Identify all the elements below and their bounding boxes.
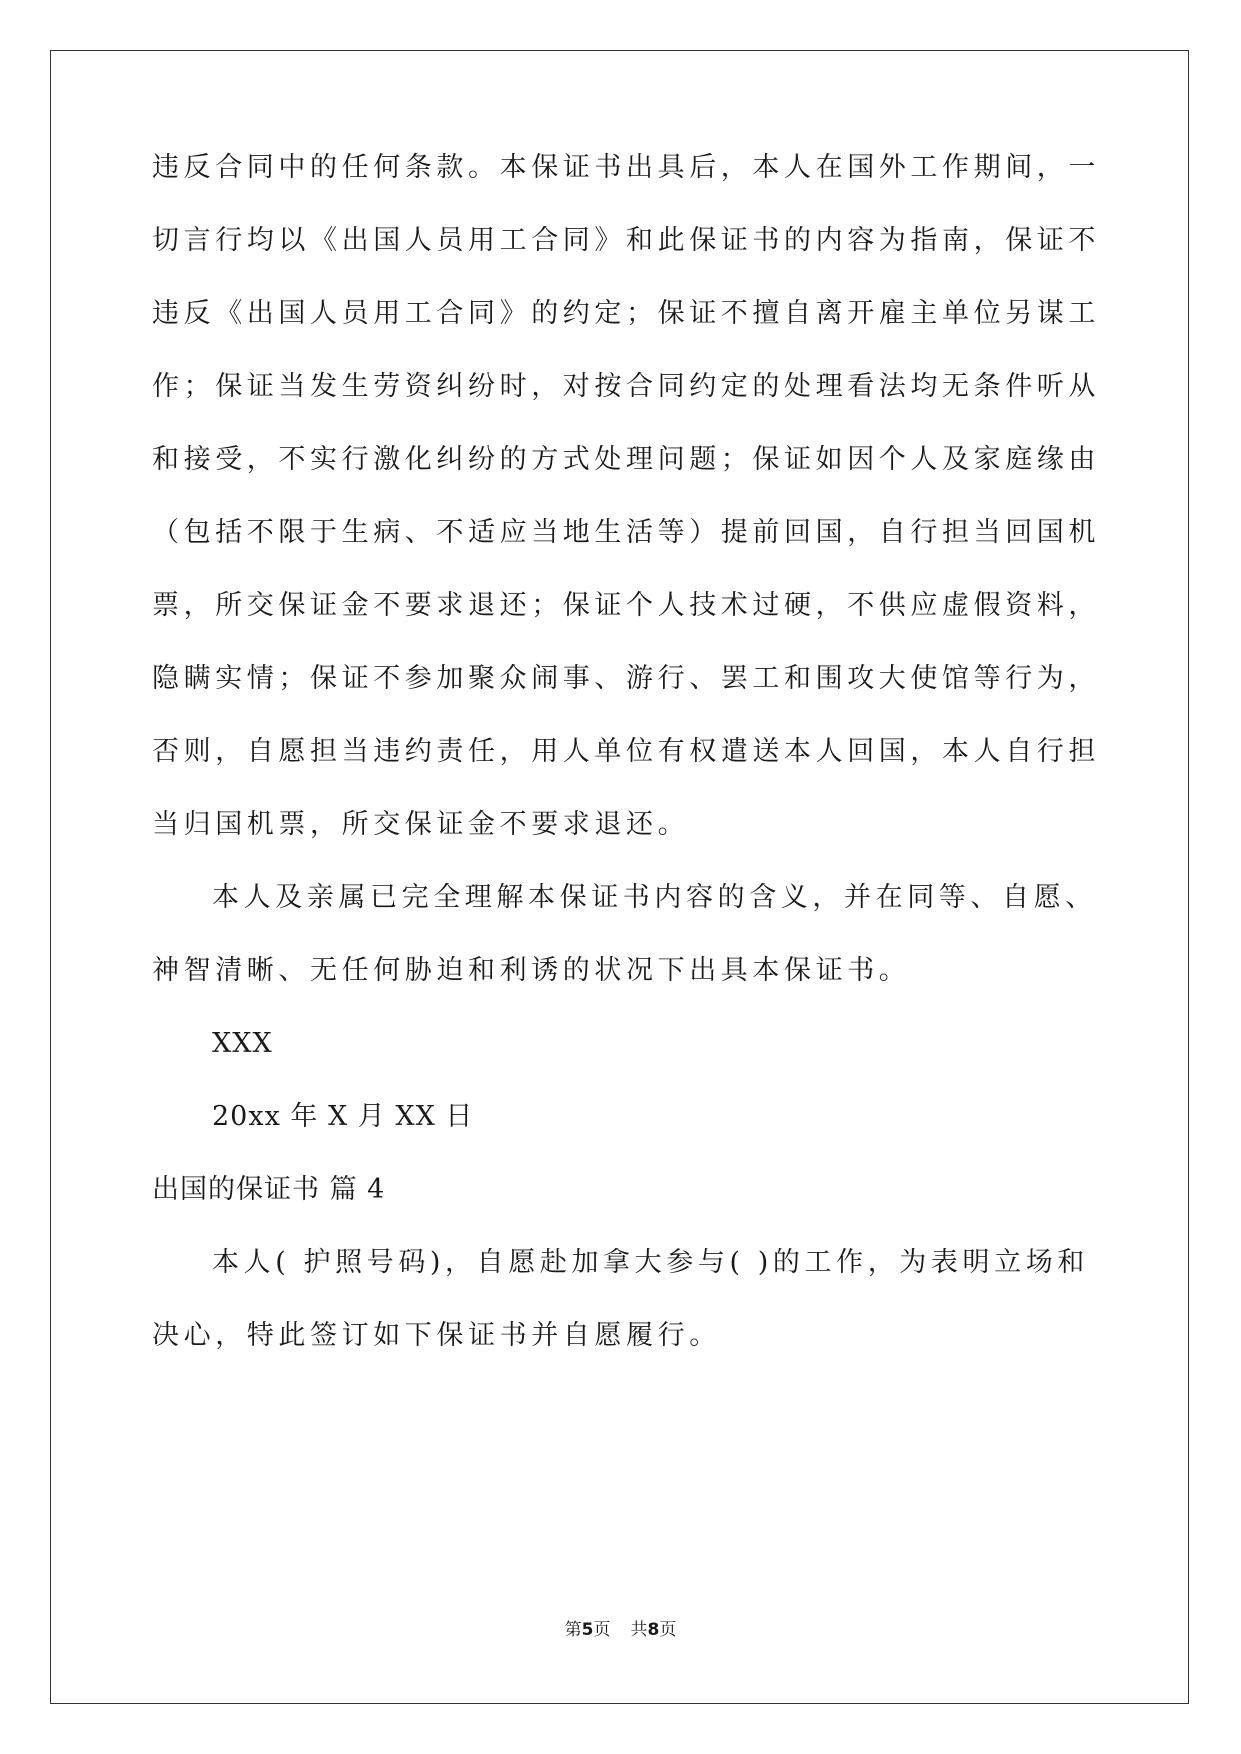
current-page-number: 5 — [581, 1620, 594, 1640]
paragraph-line: 否则，自愿担当违约责任，用人单位有权遣送本人回国，本人自行担 — [152, 736, 1100, 767]
paragraph-line: 本人( 护照号码)，自愿赴加拿大参与( )的工作，为表明立场和 — [212, 1247, 1089, 1278]
paragraph-line: 本人及亲属已完全理解本保证书内容的含义，并在同等、自愿、 — [212, 882, 1097, 913]
footer-total-prefix: 共 — [630, 1620, 648, 1640]
footer-page-unit: 页 — [593, 1620, 611, 1640]
paragraph-line: 隐瞒实情；保证不参加聚众闹事、游行、罢工和围攻大使馆等行为， — [152, 663, 1100, 694]
paragraph-line: （包括不限于生病、不适应当地生活等）提前回国，自行担当回国机 — [152, 517, 1100, 548]
footer-prefix: 第 — [564, 1620, 582, 1640]
paragraph-line: 和接受，不实行激化纠纷的方式处理问题；保证如因个人及家庭缘由 — [152, 444, 1100, 475]
signature-date: 20xx 年 X 月 XX 日 — [212, 1101, 474, 1132]
paragraph-line: 违反《出国人员用工合同》的约定；保证不擅自离开雇主单位另谋工 — [152, 298, 1100, 329]
paragraph-line: 作；保证当发生劳资纠纷时，对按合同约定的处理看法均无条件听从 — [152, 371, 1100, 402]
paragraph-line: 违反合同中的任何条款。本保证书出具后，本人在国外工作期间，一 — [152, 152, 1100, 183]
page-footer — [0, 1618, 1241, 1642]
total-pages-number: 8 — [647, 1620, 660, 1640]
signature-name: XXX — [212, 1028, 273, 1059]
paragraph-line: 当归国机票，所交保证金不要求退还。 — [152, 809, 690, 840]
footer-total-unit: 页 — [659, 1620, 677, 1640]
section-heading: 出国的保证书 篇 4 — [152, 1174, 386, 1205]
paragraph-line: 票，所交保证金不要求退还；保证个人技术过硬，不供应虚假资料， — [152, 590, 1100, 621]
paragraph-line: 神智清晰、无任何胁迫和利诱的状况下出具本保证书。 — [152, 955, 911, 986]
paragraph-line: 决心，特此签订如下保证书并自愿履行。 — [152, 1320, 721, 1351]
paragraph-line: 切言行均以《出国人员用工合同》和此保证书的内容为指南，保证不 — [152, 225, 1100, 256]
